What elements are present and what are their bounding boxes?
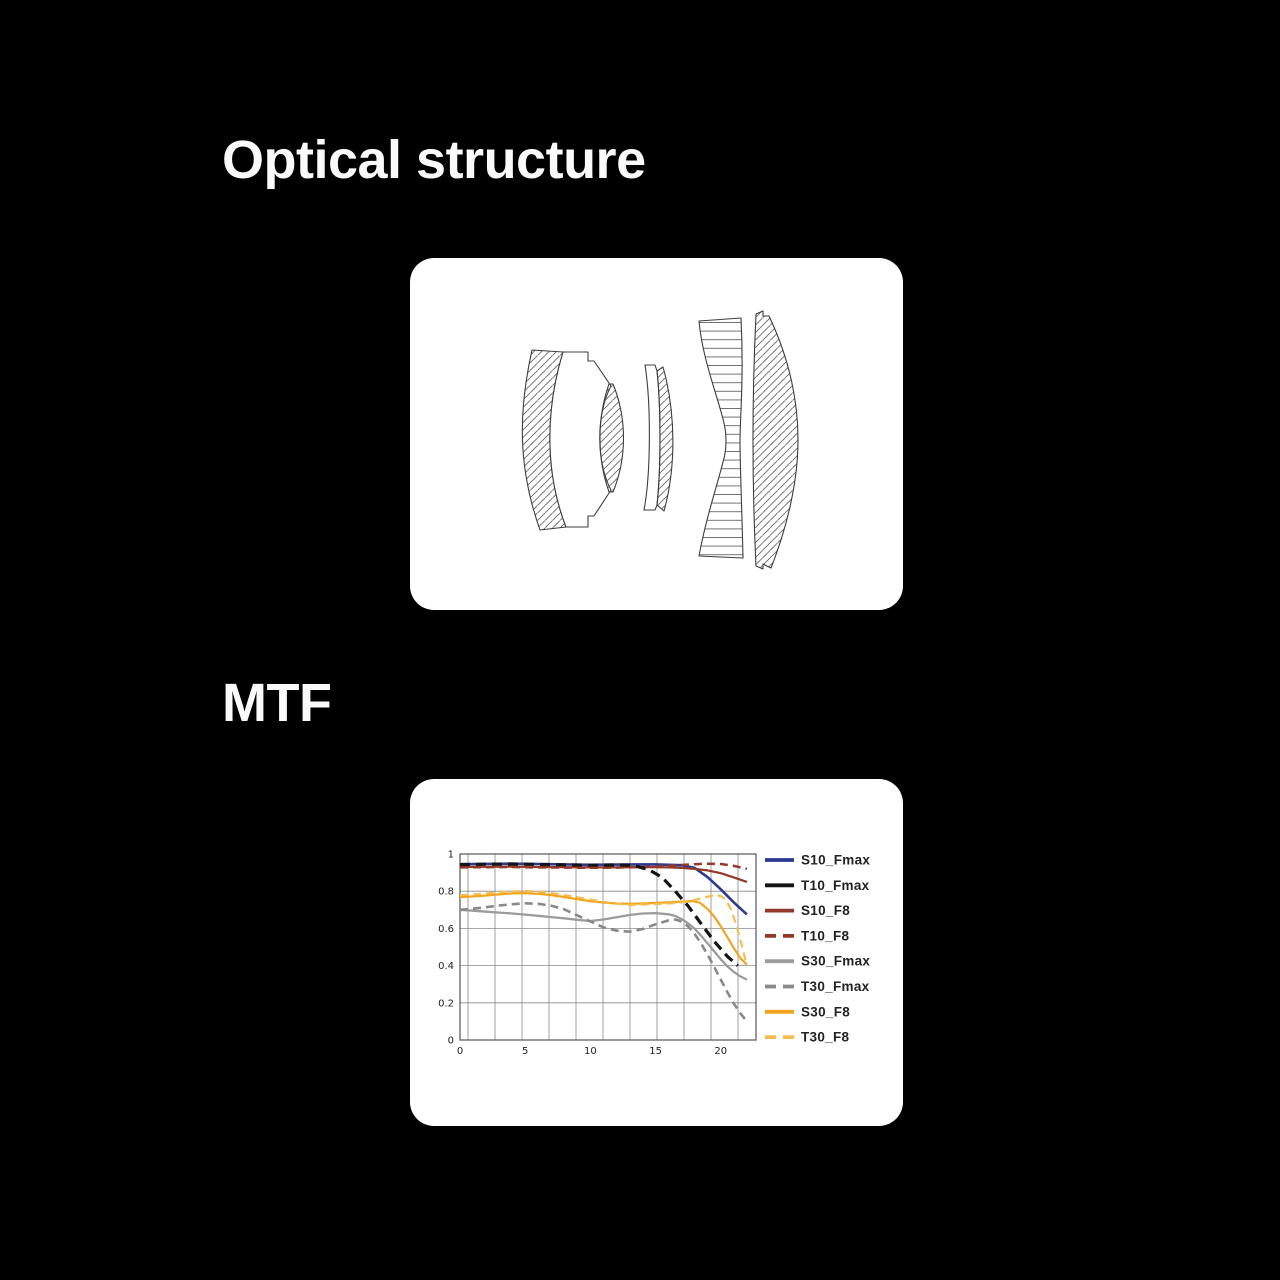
- legend-label-T30_Fmax: T30_Fmax: [801, 979, 870, 994]
- y-tick-label: 0.8: [438, 886, 454, 898]
- optical-structure-card: [410, 258, 903, 610]
- legend-item-T30_Fmax: [765, 979, 870, 994]
- y-tick-label: 0: [447, 1035, 454, 1047]
- y-tick-label: 1: [447, 849, 454, 861]
- legend-label-T10_F8: T10_F8: [801, 928, 850, 944]
- legend-label-S30_Fmax: S30_Fmax: [801, 953, 871, 969]
- optical-structure-title: Optical structure: [222, 130, 646, 190]
- lens-element-rear-concave: [699, 318, 743, 558]
- legend-item-T30_F8: [765, 1030, 850, 1045]
- y-tick-label: 0.6: [438, 923, 454, 935]
- legend-label-T30_F8: T30_F8: [801, 1029, 850, 1045]
- legend-item-T10_F8: [765, 928, 850, 943]
- x-tick-label: 15: [649, 1046, 662, 1057]
- legend-item-S10_F8: [765, 903, 850, 918]
- chart-legend: [765, 853, 870, 1045]
- legend-item-S10_Fmax: [765, 853, 870, 868]
- legend-label-S10_Fmax: S10_Fmax: [801, 852, 871, 868]
- legend-item-T10_Fmax: [765, 878, 870, 893]
- legend-item-S30_Fmax: [765, 954, 870, 969]
- lens-element-middle-clear: [644, 365, 660, 510]
- x-tick-label: 10: [584, 1046, 597, 1057]
- lens-diagram-svg: [410, 258, 903, 610]
- x-tick-label: 5: [522, 1046, 529, 1057]
- x-tick-label: 20: [714, 1046, 728, 1057]
- legend-label-S30_F8: S30_F8: [801, 1004, 851, 1020]
- mtf-chart-svg: [410, 779, 903, 1126]
- y-tick-label: 0.4: [438, 961, 454, 973]
- x-tick-label: 0: [456, 1046, 464, 1057]
- series-line-T30_Fmax: [460, 903, 747, 1021]
- mtf-chart-card: [410, 779, 903, 1126]
- series-line-T10_Fmax: [460, 864, 738, 966]
- chart-series-lines: [460, 864, 747, 1022]
- legend-label-T10_Fmax: T10_Fmax: [801, 877, 870, 893]
- legend-label-S10_F8: S10_F8: [801, 903, 851, 919]
- mtf-title: MTF: [222, 673, 332, 733]
- legend-item-S30_F8: [765, 1004, 850, 1019]
- lens-element-rear-meniscus: [753, 311, 798, 569]
- y-tick-label: 0.2: [438, 998, 454, 1010]
- series-line-S30_Fmax: [460, 910, 747, 980]
